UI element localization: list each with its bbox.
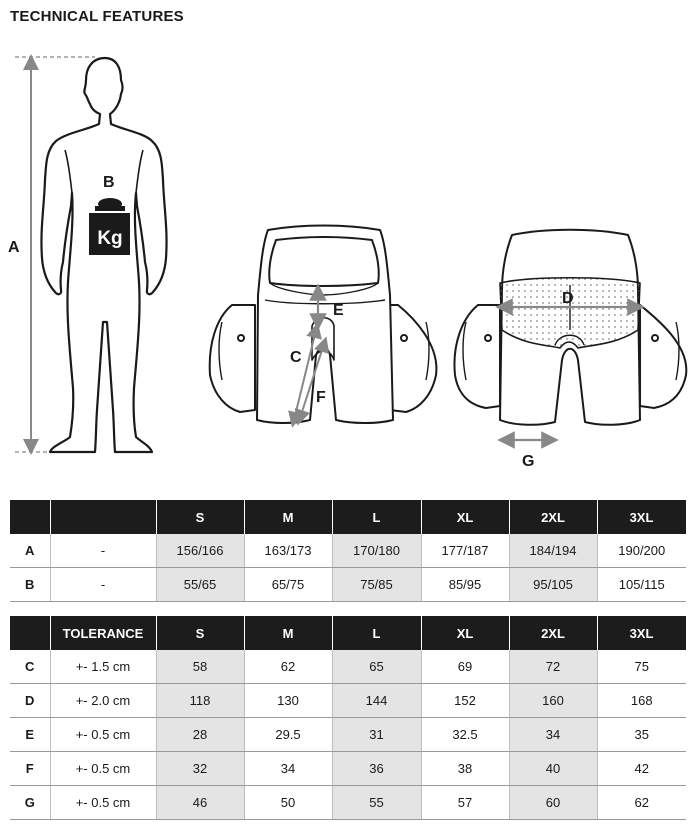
row-label: B xyxy=(10,568,50,602)
header-cell: M xyxy=(244,616,332,650)
value-cell: 130 xyxy=(244,684,332,718)
value-cell: 65/75 xyxy=(244,568,332,602)
tolerance-cell: - xyxy=(50,568,156,602)
value-cell: 105/115 xyxy=(597,568,686,602)
header-cell: XL xyxy=(421,616,509,650)
label-e: E xyxy=(333,302,344,319)
label-f: F xyxy=(316,389,326,406)
tolerance-cell: +- 0.5 cm xyxy=(50,718,156,752)
row-label: D xyxy=(10,684,50,718)
value-cell: 190/200 xyxy=(597,534,686,568)
value-cell: 32.5 xyxy=(421,718,509,752)
row-label: G xyxy=(10,786,50,820)
row-label: E xyxy=(10,718,50,752)
table-row xyxy=(10,786,686,820)
value-cell: 95/105 xyxy=(509,568,597,602)
value-cell: 184/194 xyxy=(509,534,597,568)
row-label: F xyxy=(10,752,50,786)
tolerance-cell: +- 1.5 cm xyxy=(50,650,156,684)
header-cell: 3XL xyxy=(597,500,686,534)
table-row xyxy=(10,718,686,752)
header-cell: S xyxy=(156,500,244,534)
value-cell: 168 xyxy=(597,684,686,718)
value-cell: 32 xyxy=(156,752,244,786)
value-cell: 163/173 xyxy=(244,534,332,568)
table-row xyxy=(10,650,686,684)
header-cell-tolerance: TOLERANCE xyxy=(50,616,156,650)
value-cell: 42 xyxy=(597,752,686,786)
value-cell: 62 xyxy=(244,650,332,684)
label-d: D xyxy=(562,290,574,307)
technical-illustration xyxy=(0,30,697,500)
value-cell: 118 xyxy=(156,684,244,718)
value-cell: 177/187 xyxy=(421,534,509,568)
tolerance-cell: +- 0.5 cm xyxy=(50,752,156,786)
label-kg: Kg xyxy=(97,228,123,249)
value-cell: 31 xyxy=(332,718,421,752)
header-cell xyxy=(10,500,50,534)
header-cell: L xyxy=(332,500,421,534)
value-cell: 29.5 xyxy=(244,718,332,752)
value-cell: 62 xyxy=(597,786,686,820)
label-g: G xyxy=(522,453,535,470)
value-cell: 65 xyxy=(332,650,421,684)
value-cell: 57 xyxy=(421,786,509,820)
header-cell: S xyxy=(156,616,244,650)
value-cell: 28 xyxy=(156,718,244,752)
size-table-height-weight xyxy=(10,500,687,602)
value-cell: 36 xyxy=(332,752,421,786)
label-b: B xyxy=(103,174,115,191)
header-cell: 3XL xyxy=(597,616,686,650)
value-cell: 160 xyxy=(509,684,597,718)
value-cell: 55/65 xyxy=(156,568,244,602)
value-cell: 170/180 xyxy=(332,534,421,568)
page-title: TECHNICAL FEATURES xyxy=(10,8,184,25)
header-cell: L xyxy=(332,616,421,650)
measure-g xyxy=(506,440,550,470)
label-c: C xyxy=(290,349,302,366)
tolerance-cell: - xyxy=(50,534,156,568)
value-cell: 35 xyxy=(597,718,686,752)
header-cell xyxy=(10,616,50,650)
table-row xyxy=(10,684,686,718)
size-table-measurements xyxy=(10,616,687,820)
row-label: C xyxy=(10,650,50,684)
table-header-row xyxy=(10,616,686,650)
value-cell: 152 xyxy=(421,684,509,718)
value-cell: 40 xyxy=(509,752,597,786)
value-cell: 58 xyxy=(156,650,244,684)
value-cell: 46 xyxy=(156,786,244,820)
value-cell: 69 xyxy=(421,650,509,684)
shorts-back xyxy=(454,230,686,425)
value-cell: 75 xyxy=(597,650,686,684)
value-cell: 144 xyxy=(332,684,421,718)
value-cell: 50 xyxy=(244,786,332,820)
tolerance-cell: +- 0.5 cm xyxy=(50,786,156,820)
value-cell: 34 xyxy=(244,752,332,786)
label-a: A xyxy=(8,239,20,256)
row-label: A xyxy=(10,534,50,568)
table-row xyxy=(10,568,686,602)
tolerance-cell: +- 2.0 cm xyxy=(50,684,156,718)
table-row xyxy=(10,752,686,786)
value-cell: 55 xyxy=(332,786,421,820)
value-cell: 38 xyxy=(421,752,509,786)
header-cell: 2XL xyxy=(509,616,597,650)
header-cell xyxy=(50,500,156,534)
header-cell: M xyxy=(244,500,332,534)
value-cell: 156/166 xyxy=(156,534,244,568)
value-cell: 72 xyxy=(509,650,597,684)
header-cell: 2XL xyxy=(509,500,597,534)
table-header-row xyxy=(10,500,686,534)
value-cell: 85/95 xyxy=(421,568,509,602)
header-cell: XL xyxy=(421,500,509,534)
value-cell: 75/85 xyxy=(332,568,421,602)
value-cell: 60 xyxy=(509,786,597,820)
value-cell: 34 xyxy=(509,718,597,752)
table-row xyxy=(10,534,686,568)
